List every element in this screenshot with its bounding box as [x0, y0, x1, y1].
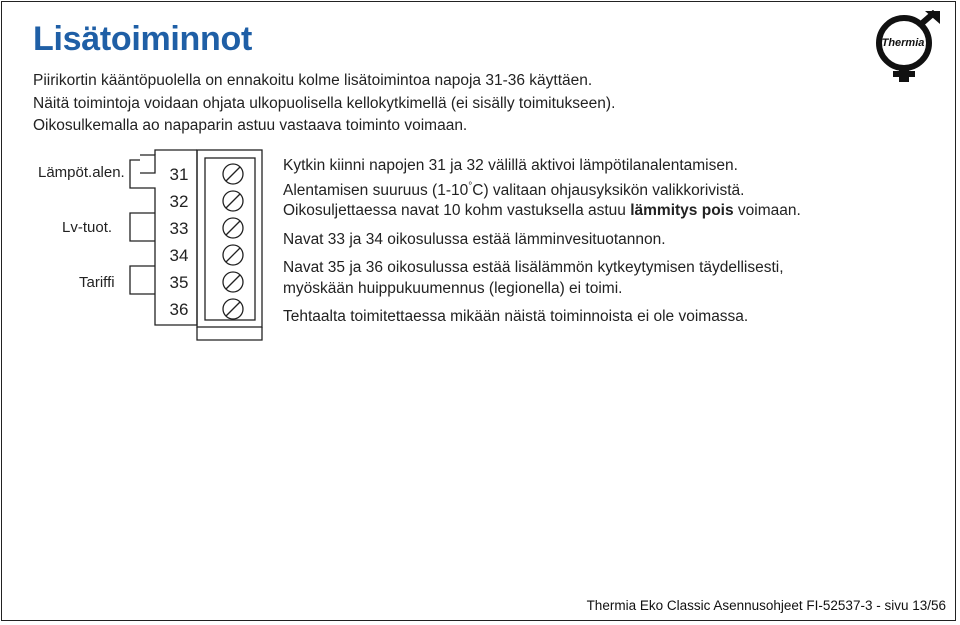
description-line: Alentamisen suuruus (1-10°C) valitaan ohjausyksikön valikkorivistä.	[283, 180, 745, 199]
intro-line: Piirikortin kääntöpuolella on ennakoitu kolme lisätoimintoa napoja 31-36 käyttäen.	[33, 72, 593, 89]
function-descriptions	[283, 156, 801, 336]
heating-off-emphasis: lämmitys pois	[630, 202, 734, 220]
logo-text: Thermia	[881, 37, 925, 49]
terminal-diagram	[0, 0, 280, 360]
function-label-hot-water: Lv-tuot.	[62, 219, 113, 236]
terminal-number: 31	[169, 165, 189, 184]
thermia-logo	[872, 10, 942, 82]
function-label-temp-reduction: Lämpöt.alen.	[38, 164, 125, 181]
description-line: Oikosuljettaessa navat 10 kohm vastuksella astuu lämmitys pois voimaan.	[283, 202, 801, 220]
description-block	[283, 156, 801, 222]
terminal-number: 35	[169, 273, 189, 292]
intro-line: Näitä toimintoja voidaan ohjata ulkopuolisella kellokytkimellä (ei sisälly toimitukseen).	[33, 94, 616, 112]
function-label-tariff: Tariffi	[79, 274, 115, 291]
description-block	[283, 258, 801, 299]
description-line: Kytkin kiinni napojen 31 ja 32 välillä aktivoi lämpötilanalentamisen.	[283, 157, 738, 174]
description-line: Navat 35 ja 36 oikosulussa estää lisälämmön kytkeytymisen täydellisesti,	[283, 259, 784, 277]
description-line: myöskään huippukuumennus (legionella) ei toimi.	[283, 279, 623, 297]
description-block	[283, 307, 801, 328]
page-footer: Thermia Eko Classic Asennusohjeet FI-52537-3 - sivu 13/56	[586, 598, 946, 613]
page-title: Lisätoiminnot	[33, 20, 252, 58]
intro-line: Oikosulkemalla ao napaparin astuu vastaava toiminto voimaan.	[33, 117, 468, 134]
description-line: Navat 33 ja 34 oikosulussa estää lämminvesituotannon.	[283, 230, 666, 248]
description-line: Tehtaalta toimitettaessa mikään näistä toiminnoista ei ole voimassa.	[283, 308, 749, 326]
terminal-number: 34	[169, 246, 189, 265]
terminal-number: 36	[169, 300, 189, 319]
terminal-number: 32	[169, 192, 189, 211]
description-block	[283, 230, 801, 251]
terminal-number: 33	[169, 219, 189, 238]
